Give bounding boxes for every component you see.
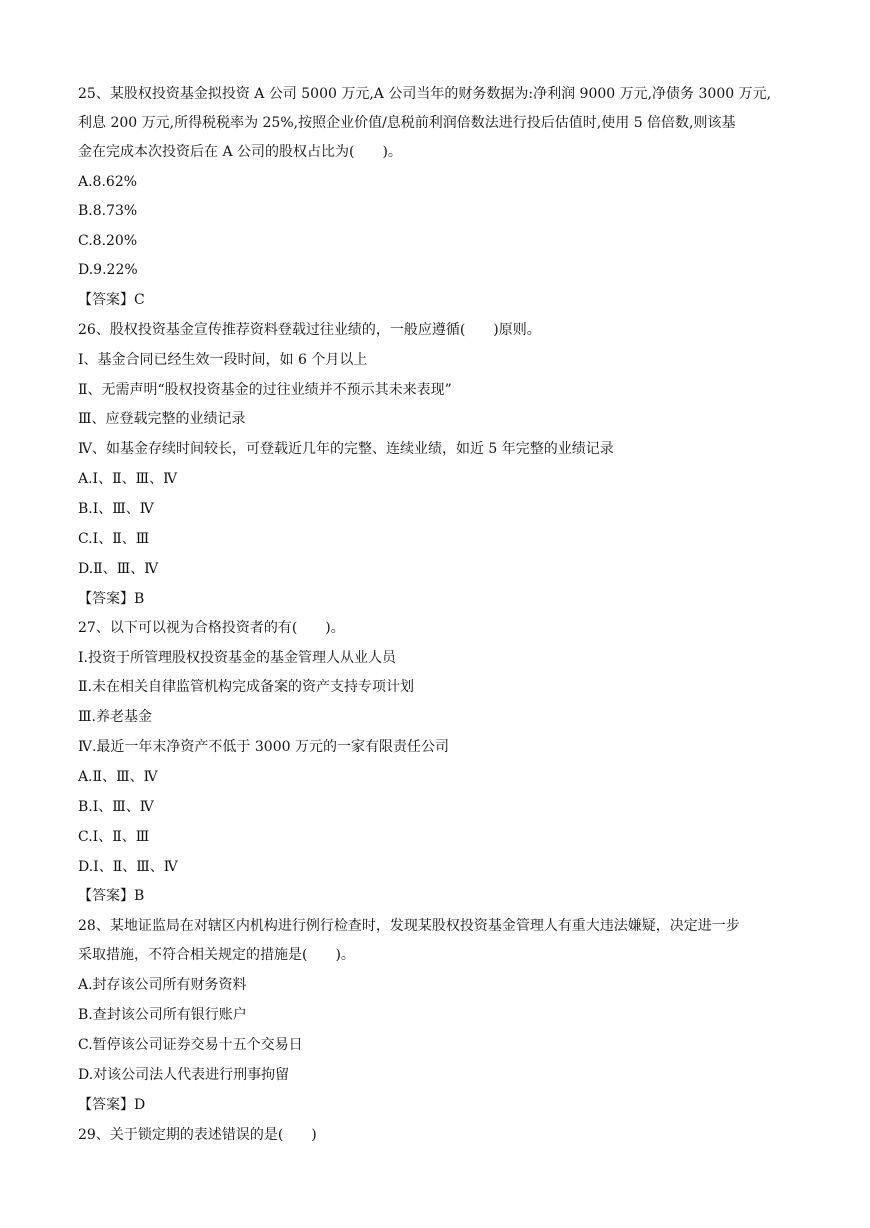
question-27-option-d: D.Ⅰ、Ⅱ、Ⅲ、Ⅳ <box>78 859 178 875</box>
question-27-stem-line-1: 27、以下可以视为合格投资者的有( )。 <box>78 620 345 636</box>
question-28-option-a: A.封存该公司所有财务资料 <box>78 977 247 993</box>
question-25-option-c: C.8.20% <box>78 233 138 249</box>
question-27-item-3: Ⅲ.养老基金 <box>78 709 152 725</box>
question-27-option-b: B.Ⅰ、Ⅲ、Ⅳ <box>78 799 154 815</box>
question-28-option-b: B.查封该公司所有银行账户 <box>78 1007 247 1023</box>
question-27-answer: 【答案】B <box>78 888 145 904</box>
question-26-option-a: A.Ⅰ、Ⅱ、Ⅲ、Ⅳ <box>78 471 178 487</box>
question-27-item-4: Ⅳ.最近一年末净资产不低于 3000 万元的一家有限责任公司 <box>78 739 449 755</box>
question-27-item-2: Ⅱ.未在相关自律监管机构完成备案的资产支持专项计划 <box>78 679 414 695</box>
question-25-answer: 【答案】C <box>78 292 145 308</box>
question-27-option-a: A.Ⅱ、Ⅲ、Ⅳ <box>78 769 158 785</box>
question-26-option-b: B.Ⅰ、Ⅲ、Ⅳ <box>78 501 154 517</box>
question-25-option-a: A.8.62% <box>78 174 138 190</box>
question-28-answer: 【答案】D <box>78 1097 146 1113</box>
question-25-stem-line-2: 利息 200 万元,所得税税率为 25%,按照企业价值/息税前利润倍数法进行投后估值时,使用 5 倍倍数,则该基 <box>78 115 736 131</box>
question-26-stem-line-1: 26、股权投资基金宣传推荐资料登载过往业绩的，一般应遵循( )原则。 <box>78 322 541 338</box>
question-26-item-3: Ⅲ、应登载完整的业绩记录 <box>78 411 246 427</box>
question-26-item-1: Ⅰ、基金合同已经生效一段时间，如 6 个月以上 <box>78 352 368 368</box>
question-28-stem-line-1: 28、某地证监局在对辖区内机构进行例行检查时，发现某股权投资基金管理人有重大违法嫌疑，决定进一步 <box>78 918 740 934</box>
question-26-item-2: Ⅱ、无需声明“股权投资基金的过往业绩并不预示其未来表现” <box>78 382 452 398</box>
question-28-option-c: C.暂停该公司证券交易十五个交易日 <box>78 1037 303 1053</box>
question-26-answer: 【答案】B <box>78 591 145 607</box>
question-27-option-c: C.Ⅰ、Ⅱ、Ⅲ <box>78 829 150 845</box>
question-27-item-1: Ⅰ.投资于所管理股权投资基金的基金管理人从业人员 <box>78 650 396 666</box>
question-26-option-c: C.Ⅰ、Ⅱ、Ⅲ <box>78 531 150 547</box>
question-25-option-b: B.8.73% <box>78 203 138 219</box>
question-25-stem-line-3: 金在完成本次投资后在 A 公司的股权占比为( )。 <box>78 144 402 160</box>
question-28-stem-line-2: 采取措施，不符合相关规定的措施是( )。 <box>78 947 355 963</box>
question-25-option-d: D.9.22% <box>78 262 138 278</box>
question-26-option-d: D.Ⅱ、Ⅲ、Ⅳ <box>78 561 159 577</box>
question-25-stem-line-1: 25、某股权投资基金拟投资 A 公司 5000 万元,A 公司当年的财务数据为:净利润 9000 万元,净债务 3000 万元, <box>78 86 772 102</box>
question-26-item-4: Ⅳ、如基金存续时间较长，可登载近几年的完整、连续业绩，如近 5 年完整的业绩记录 <box>78 441 614 457</box>
question-29-stem-line-1: 29、关于锁定期的表述错误的是( ) <box>78 1127 317 1143</box>
question-28-option-d: D.对该公司法人代表进行刑事拘留 <box>78 1067 290 1083</box>
